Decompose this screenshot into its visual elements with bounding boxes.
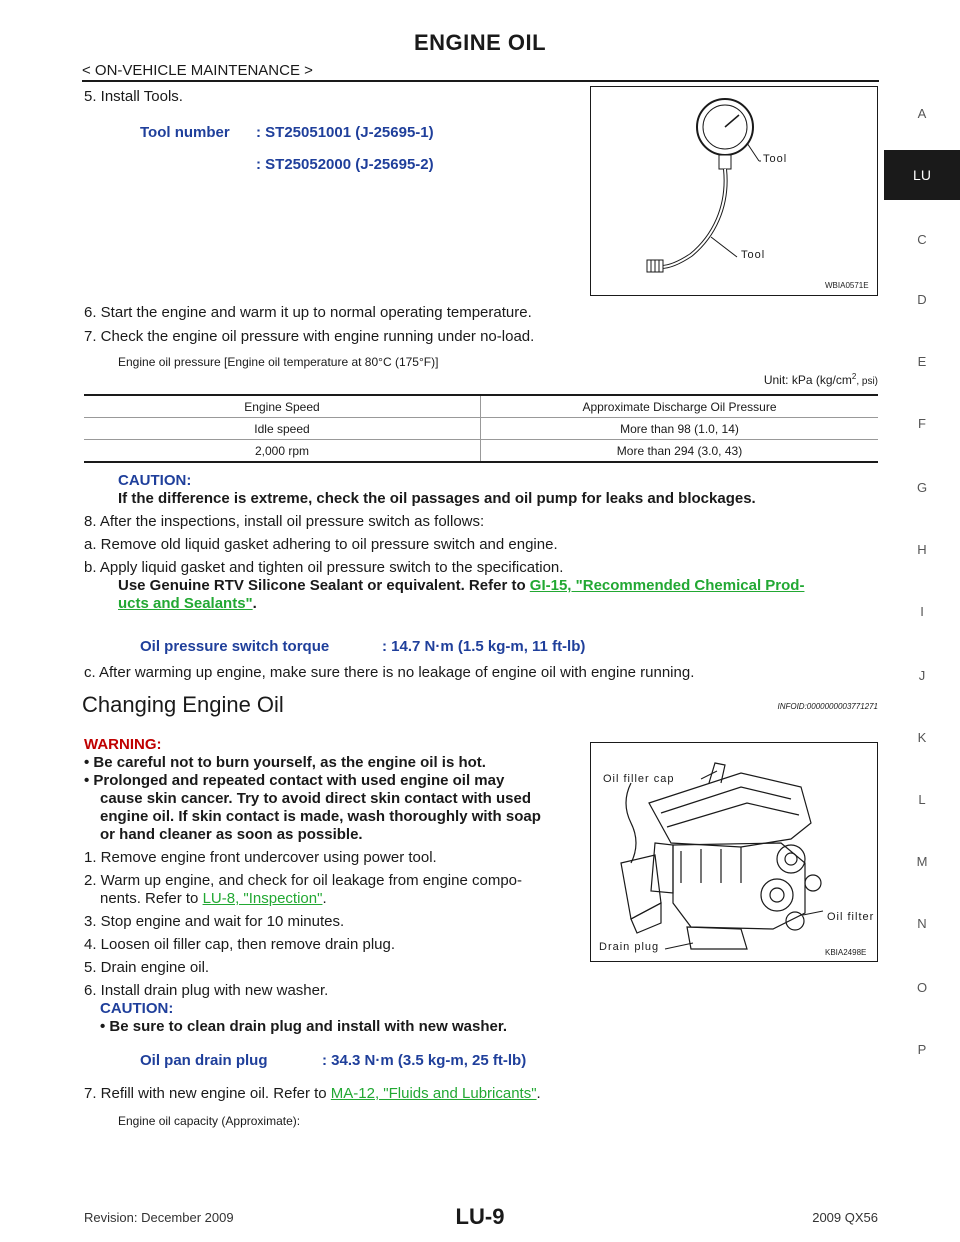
section-heading: Changing Engine Oil xyxy=(82,692,284,717)
step-7: 7. Check the engine oil pressure with engine running under no-load. xyxy=(84,328,535,345)
figure-label-tool-hose: Tool xyxy=(741,249,766,261)
step-8b-note: Use Genuine RTV Silicone Sealant or equivalent. Refer to GI-15, "Recommended Chemical Prod- xyxy=(118,577,805,594)
link-gi-15-cont[interactable]: ucts and Sealants" xyxy=(118,595,253,612)
change-step-1: 1. Remove engine front undercover using power tool. xyxy=(84,849,437,866)
figure-code: KBIA2498E xyxy=(825,948,867,957)
side-tab-g[interactable]: G xyxy=(916,480,928,495)
step-8a: a. Remove old liquid gasket adhering to oil pressure switch and engine. xyxy=(84,536,558,553)
section-breadcrumb: < ON-VEHICLE MAINTENANCE > xyxy=(82,62,313,79)
change-step-2: 2. Warm up engine, and check for oil leakage from engine compo- xyxy=(84,872,523,889)
warning-bullet-2-line-4: or hand cleaner as soon as possible. xyxy=(100,826,363,843)
change-step-6: 6. Install drain plug with new washer. xyxy=(84,982,329,999)
warning-bullet-2-line-2: cause skin cancer. Try to avoid direct skin contact with used xyxy=(100,790,531,807)
side-tab-i[interactable]: I xyxy=(920,604,924,619)
oil-pressure-table xyxy=(84,394,878,463)
switch-torque-label: Oil pressure switch torque xyxy=(140,638,330,655)
side-tab-l[interactable]: L xyxy=(918,792,926,807)
step-8: 8. After the inspections, install oil pressure switch as follows: xyxy=(84,513,485,530)
step-5: 5. Install Tools. xyxy=(84,88,183,105)
tool-number-value-1: : ST25051001 (J-25695-1) xyxy=(256,124,434,141)
caution-2-label: CAUTION: xyxy=(100,1000,174,1017)
table-cell: Idle speed xyxy=(84,418,481,440)
tool-number-value-2: : ST25052000 (J-25695-2) xyxy=(256,156,434,173)
side-tab-j[interactable]: J xyxy=(918,668,926,683)
step-8c: c. After warming up engine, make sure there is no leakage of engine oil with engine running. xyxy=(84,664,695,681)
side-tab-h[interactable]: H xyxy=(917,542,927,557)
side-tab-k[interactable]: K xyxy=(917,730,927,745)
side-tab-n[interactable]: N xyxy=(917,916,927,931)
footer-model: 2009 QX56 xyxy=(812,1210,878,1225)
table-header-cell: Approximate Discharge Oil Pressure xyxy=(481,395,879,418)
change-step-5: 5. Drain engine oil. xyxy=(84,959,210,976)
figure-label-tool-gauge: Tool xyxy=(763,153,788,165)
side-tab-o[interactable]: O xyxy=(916,980,928,995)
warning-bullet-2-line-1: • Prolonged and repeated contact with used engine oil may xyxy=(84,772,505,789)
warning-bullet-1: • Be careful not to burn yourself, as the engine oil is hot. xyxy=(84,754,486,771)
table-row xyxy=(84,440,878,463)
figure-oil-pressure-gauge xyxy=(590,86,878,296)
step-6: 6. Start the engine and warm it up to normal operating temperature. xyxy=(84,304,532,321)
unit-note: Unit: kPa ($kg/cm^2$, psi) xyxy=(763,372,878,387)
step-8b-note-cont: ucts and Sealants". xyxy=(118,595,257,612)
table-row xyxy=(84,418,878,440)
change-step-7: 7. Refill with new engine oil. Refer to MA-12, "Fluids and Lubricants". xyxy=(84,1085,541,1102)
warning-label: WARNING: xyxy=(84,736,162,753)
table-cell: 2,000 rpm xyxy=(84,440,481,463)
change-step-3: 3. Stop engine and wait for 10 minutes. xyxy=(84,913,345,930)
table-header-cell: Engine Speed xyxy=(84,395,481,418)
drain-torque-value: : 34.3 N·m (3.5 kg-m, 25 ft-lb) xyxy=(322,1052,527,1069)
figure-code: WBIA0571E xyxy=(825,281,869,290)
table-cell: More than 98 (1.0, 14) xyxy=(481,418,879,440)
header-divider xyxy=(82,80,879,82)
link-ma-12[interactable]: MA-12, "Fluids and Lubricants" xyxy=(330,1085,537,1102)
link-lu-8[interactable]: LU-8, "Inspection" xyxy=(202,890,323,907)
link-gi-15[interactable]: GI-15, "Recommended Chemical Prod- xyxy=(529,577,805,594)
pressure-note: Engine oil pressure [Engine oil temperature at 80°C (175°F)] xyxy=(118,355,439,369)
drain-torque-label: Oil pan drain plug xyxy=(140,1052,268,1069)
figure-label-oil-filler-cap: Oil filler cap xyxy=(603,773,675,785)
side-tab-d[interactable]: D xyxy=(917,292,927,307)
change-step-4: 4. Loosen oil filler cap, then remove drain plug. xyxy=(84,936,396,953)
figure-label-drain-plug: Drain plug xyxy=(599,941,660,953)
oil-capacity-note: Engine oil capacity (Approximate): xyxy=(118,1114,301,1128)
caution-text: If the difference is extreme, check the oil passages and oil pump for leaks and blockages. xyxy=(118,490,756,507)
side-tab-c[interactable]: C xyxy=(917,232,927,247)
side-tab-p[interactable]: P xyxy=(917,1042,927,1057)
table-cell: More than 294 (3.0, 43) xyxy=(616,443,743,458)
caution-label: CAUTION: xyxy=(118,472,192,489)
caution-2-text: • Be sure to clean drain plug and install with new washer. xyxy=(100,1018,508,1035)
switch-torque-value: : 14.7 N·m (1.5 kg-m, 11 ft-lb) xyxy=(382,638,586,655)
side-tab-m[interactable]: M xyxy=(916,854,928,869)
figure-label-oil-filter: Oil filter xyxy=(827,911,875,923)
page-number: LU-9 xyxy=(455,1204,505,1229)
side-tab-e[interactable]: E xyxy=(917,354,927,369)
change-step-2-cont: nents. Refer to LU-8, "Inspection". xyxy=(100,890,327,907)
footer-revision: Revision: December 2009 xyxy=(84,1210,234,1225)
pressure-gauge-illustration xyxy=(591,87,877,295)
side-tab-a[interactable]: A xyxy=(917,106,927,121)
info-id: INFOID:0000000003771271 xyxy=(777,702,878,711)
table-header-row xyxy=(84,395,878,418)
warning-bullet-2-line-3: engine oil. If skin contact is made, wash thoroughly with soap xyxy=(100,808,541,825)
side-tab-lu[interactable]: LU xyxy=(884,150,960,200)
figure-engine xyxy=(590,742,878,962)
page-title: ENGINE OIL xyxy=(413,30,547,55)
tool-number-label: Tool number xyxy=(140,124,230,141)
step-8b: b. Apply liquid gasket and tighten oil pressure switch to the specification. xyxy=(84,559,564,576)
side-tab-f[interactable]: F xyxy=(918,416,926,431)
